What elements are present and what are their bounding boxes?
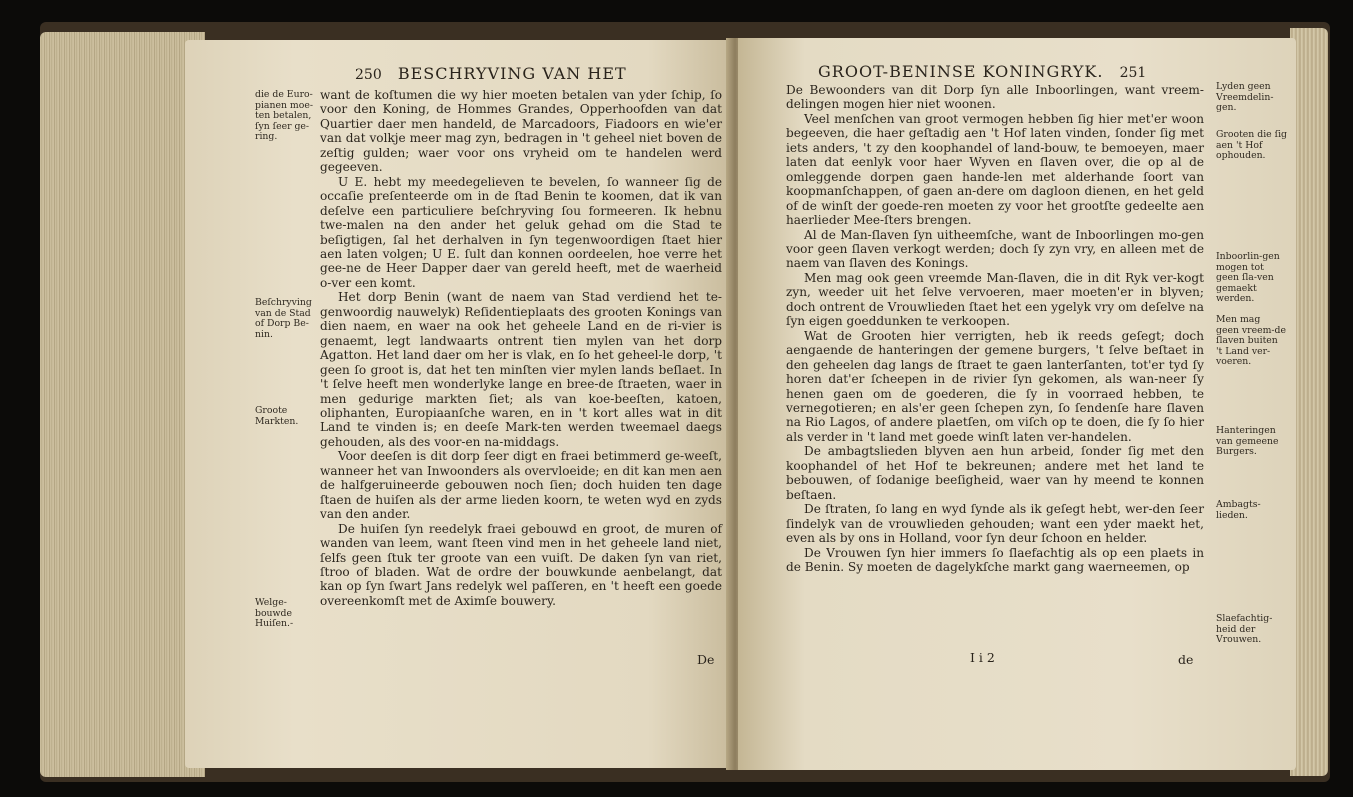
right-page-number: 251 bbox=[1119, 65, 1147, 81]
left-body-text bbox=[320, 88, 722, 608]
paragraph: De Vrouwen ſyn hier immers ſo ſlaefachtig als op een plaets in de Benin. Sy moeten de dagelykſche markt gang waerneemen, op bbox=[786, 545, 1204, 574]
margin-note: Hanteringen van gemeene Burgers. bbox=[1216, 425, 1279, 458]
margin-note: Men mag geen vreem-de ſlaven buiten 't Land ver-voeren. bbox=[1216, 314, 1287, 368]
right-catchword: de bbox=[1178, 652, 1194, 667]
left-catchword: De bbox=[697, 652, 715, 667]
margin-note: Grooten die ſig aen 't Hof ophouden. bbox=[1216, 129, 1287, 162]
margin-note: Ambagts-lieden. bbox=[1216, 499, 1261, 521]
paragraph: De Bewoonders van dit Dorp ſyn alle Inboorlingen, want vreem-delingen mogen hier niet woonen. bbox=[786, 83, 1204, 112]
left-running-title: BESCHRYVING VAN HET bbox=[397, 64, 627, 83]
right-body-text bbox=[786, 83, 1204, 574]
paragraph: Veel menſchen van groot vermogen hebben ſig hier met'er woon begeeven, die haer geſtadig aen 't Hof laten vinden, ſonder ſig met iets anders, 't zy den koophandel of land-bouw, te bemoeyen, maer laten dat eenlyk voor haer Wyven en ſlaven over, die op al de omleggende dorpen gaen hande-len met alderhande ſoort van koopmanſchappen, of gaen an-dere om dagloon dienen, en het geld of de winſt der goede-ren moeten zy voor het grootſte gedeelte aen haerlieder Mee-ſters brengen. bbox=[786, 111, 1204, 228]
signature-mark: I i 2 bbox=[970, 650, 995, 665]
paragraph: Wat de Grooten hier verrigten, heb ik reeds geſegt; doch aengaende de hanteringen der gemene burgers, 't ſelve beſtaet in den geheelen dag langs de ſtraet te gaen lanterſanten, tot'er tyd ſy horen dat'er ſcheepen in de rivier ſyn gekomen, als wan-neer ſy henen gaen om de goederen, die ſy in voorraed hebben, te vernegotieren; en als'er geen ſchepen zyn, ſo ſendenſe hare ſlaven na Rio Lagos, of andere plaetſen, om viſch op te doen, die ſy ſo hier als verder in 't land met goede winſt laten ver-handelen. bbox=[786, 328, 1204, 444]
right-running-title: GROOT-BENINSE KONINGRYK. bbox=[818, 62, 1104, 81]
paragraph: U E. hebt my meedegelieven te bevelen, ſo wanneer ſig de occaſie preſenteerde om in de ſtad Benin te koomen, dat ik van deſelve een particuliere beſchryving ſou formeeren. Ik hebnu twe-malen na den ander het geluk gehad om die Stad te beſigtigen, ſal het derhalven in ſyn tegenwoordigen ſtaet hier aen laten volgen; U E. ſult dan konnen oordeelen, hoe verre het gee-ne de Heer Dapper daer van gereld heeft, met de waerheid o-ver een komt. bbox=[320, 174, 722, 290]
left-running-head bbox=[345, 64, 627, 83]
margin-note: Beſchryving van de Stad of Dorp Be-nin. bbox=[255, 297, 312, 340]
margin-note: Groote Markten. bbox=[255, 405, 299, 427]
paragraph: Al de Man-ſlaven ſyn uitheemſche, want de Inboorlingen mo-gen voor geen ſlaven verkogt werden; doch ſy zyn vry, en alleen met de naem van ſlaven des Konings. bbox=[786, 227, 1204, 271]
paragraph: want de koſtumen die wy hier moeten betalen van yder ſchip, ſo voor den Koning, de Hommes Grandes, Opperhoofden van dat Quartier daer men handeld, de Marcadoors, Fiadoors en wie'er van dat volkje meer mag zyn, bedragen in 't geheel niet boven de zeſtig gulden; waer voor ons vryheid om te handelen werd gegeeven. bbox=[320, 88, 722, 175]
paragraph: De huiſen ſyn reedelyk fraei gebouwd en groot, de muren of wanden van leem, want ſteen vind men in het geheele land niet, ſelfs geen ſtuk ter groote van een vuiſt. De daken ſyn van riet, ſtroo of bladen. Wat de ordre der bouwkunde aenbelangt, dat kan op ſyn ſwart Jans redelyk wel paſſeren, en 't heeft een goede overeenkomſt met de Aximſe bouwery. bbox=[320, 521, 722, 608]
margin-note: die de Euro-pianen moe-ten betalen, ſyn ſeer ge-ring. bbox=[255, 89, 313, 143]
left-page-number: 250 bbox=[355, 67, 382, 83]
left-page bbox=[185, 40, 730, 768]
page-edges-left bbox=[40, 32, 205, 777]
margin-note: Slaefachtig-heid der Vrouwen. bbox=[1216, 613, 1273, 646]
paragraph: De ſtraten, ſo lang en wyd ſynde als ik geſegt hebt, wer-den ſeer ſindelyk van de vrouwlieden gehouden; want een yder maekt het, even als by ons in Holland, voor ſyn deur ſchoon en helder. bbox=[786, 502, 1204, 546]
paragraph: Het dorp Benin (want de naem van Stad verdiend het te-genwoordig nauwelyk) Reſidentieplaats des grooten Konings van dien naem, en waer na ook het geheele Land en de ri-vier is genaemt, legt landwaarts ontrent tien mylen van het dorp Agatton. Het land daer om her is vlak, en ſo het geheel-le dorp, 't geen ſo groot is, dat het ten minſten vier mylen lands beſlaet. In 't ſelve heeft men wonderlyke lange en bree-de ſtraeten, waer in men gedurige markten ſiet; als van koe-beeſten, katoen, oliphanten, Europiaanſche waren, en in 't kort alles wat in dit Land te vinden is; en deeſe Mark-ten werden tweemael daegs gehouden, als des voor-en na-middags. bbox=[320, 290, 722, 449]
paragraph: Voor deeſen is dit dorp ſeer digt en fraei betimmerd ge-weeſt, wanneer het van Inwoonders als overvloeide; en dit kan men aen de halfgeruineerde gebouwen noch ſien; doch huiden ten dage ſtaen de huiſen als der arme lieden koorn, te weten wyd en zyds van den ander. bbox=[320, 449, 722, 522]
margin-note: Inboorlin-gen mogen tot geen ſla-ven gemaekt werden. bbox=[1216, 251, 1280, 305]
paragraph: De ambagtslieden blyven aen hun arbeid, ſonder ſig met den koophandel of het Hof te bekreunen; andere met het land te bebouwen, of ſodanige beeſigheid, waer van hy meend te konnen beſtaen. bbox=[786, 444, 1204, 502]
margin-note: Lyden geen Vreemdelin-gen. bbox=[1216, 81, 1274, 114]
margin-note: Welge-bouwde Huiſen.- bbox=[255, 597, 294, 630]
right-page bbox=[738, 38, 1296, 770]
right-running-head bbox=[818, 62, 1156, 81]
paragraph: Men mag ook geen vreemde Man-ſlaven, die in dit Ryk ver-kogt zyn, weeder uit het ſelve vervoeren, maer moeten'er in blyven; doch ontrent de Vrouwlieden ſtaet het een ygelyk vry om deſelve na ſyn eigen goeddunken te verkoopen. bbox=[786, 270, 1204, 329]
